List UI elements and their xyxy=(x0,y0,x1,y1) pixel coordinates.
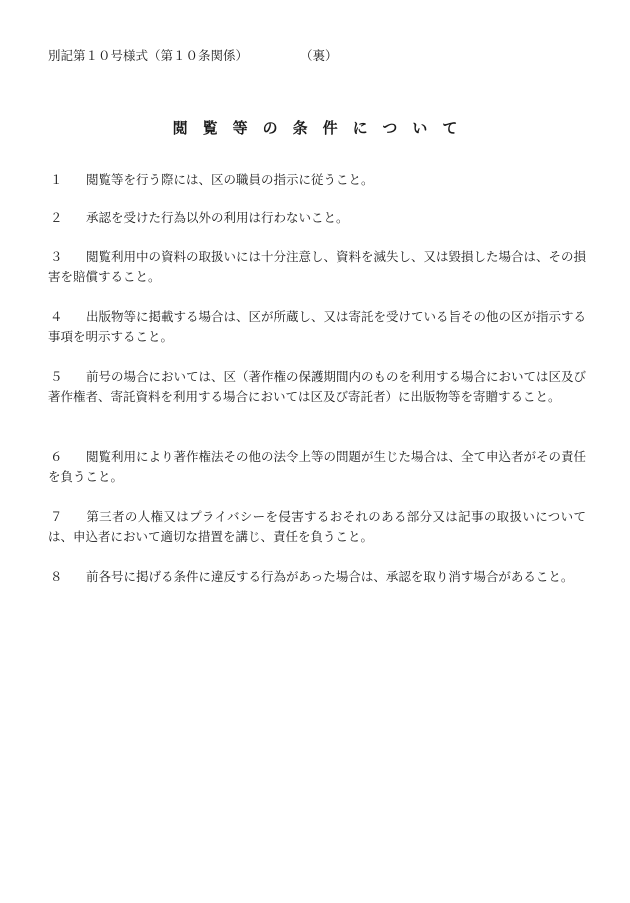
condition-text: 前各号に掲げる条件に違反する行為があった場合は、承認を取り消す場合があること。 xyxy=(86,569,574,584)
condition-item xyxy=(48,567,586,587)
condition-text: 出版物等に掲載する場合は、区が所蔵し、又は寄託を受けている旨その他の区が指示する事項を明示すること。 xyxy=(48,309,587,344)
condition-item xyxy=(48,247,586,287)
page-title: 閲覧等の条件について xyxy=(172,119,473,137)
condition-text: 閲覧等を行う際には、区の職員の指示に従うこと。 xyxy=(86,172,374,187)
condition-item xyxy=(48,170,586,190)
condition-number: ２ xyxy=(50,210,63,225)
condition-item xyxy=(48,208,586,228)
condition-text: 前号の場合においては、区（著作権の保護期間内のものを利用する場合においては区及び著作権者、寄託資料を利用する場合においては区及び寄託者）に出版物等を寄贈すること。 xyxy=(48,369,587,404)
condition-number: １ xyxy=(50,172,63,187)
condition-item xyxy=(48,307,586,347)
condition-item xyxy=(48,367,586,407)
form-header xyxy=(48,48,338,64)
condition-number: ４ xyxy=(50,309,63,324)
reverse-side-label: （裏） xyxy=(300,48,338,63)
condition-number: ６ xyxy=(50,449,63,464)
condition-text: 第三者の人権又はプライバシーを侵害するおそれのある部分又は記事の取扱いについては、申込者において適切な措置を講じ、責任を負うこと。 xyxy=(48,509,586,544)
condition-text: 閲覧利用中の資料の取扱いには十分注意し、資料を滅失し、又は毀損した場合は、その損害を賠償すること。 xyxy=(48,249,587,284)
form-number-label: 別記第１０号様式（第１０条関係） xyxy=(48,48,249,63)
condition-number: ７ xyxy=(50,509,63,524)
condition-text: 閲覧利用により著作権法その他の法令上等の問題が生じた場合は、全て申込者がその責任を負うこと。 xyxy=(48,449,587,484)
condition-number: ５ xyxy=(50,369,63,384)
condition-number: ３ xyxy=(50,249,63,264)
condition-number: ８ xyxy=(50,569,63,584)
condition-text: 承認を受けた行為以外の利用は行わないこと。 xyxy=(86,210,349,225)
condition-item xyxy=(48,507,586,547)
condition-item xyxy=(48,447,586,487)
